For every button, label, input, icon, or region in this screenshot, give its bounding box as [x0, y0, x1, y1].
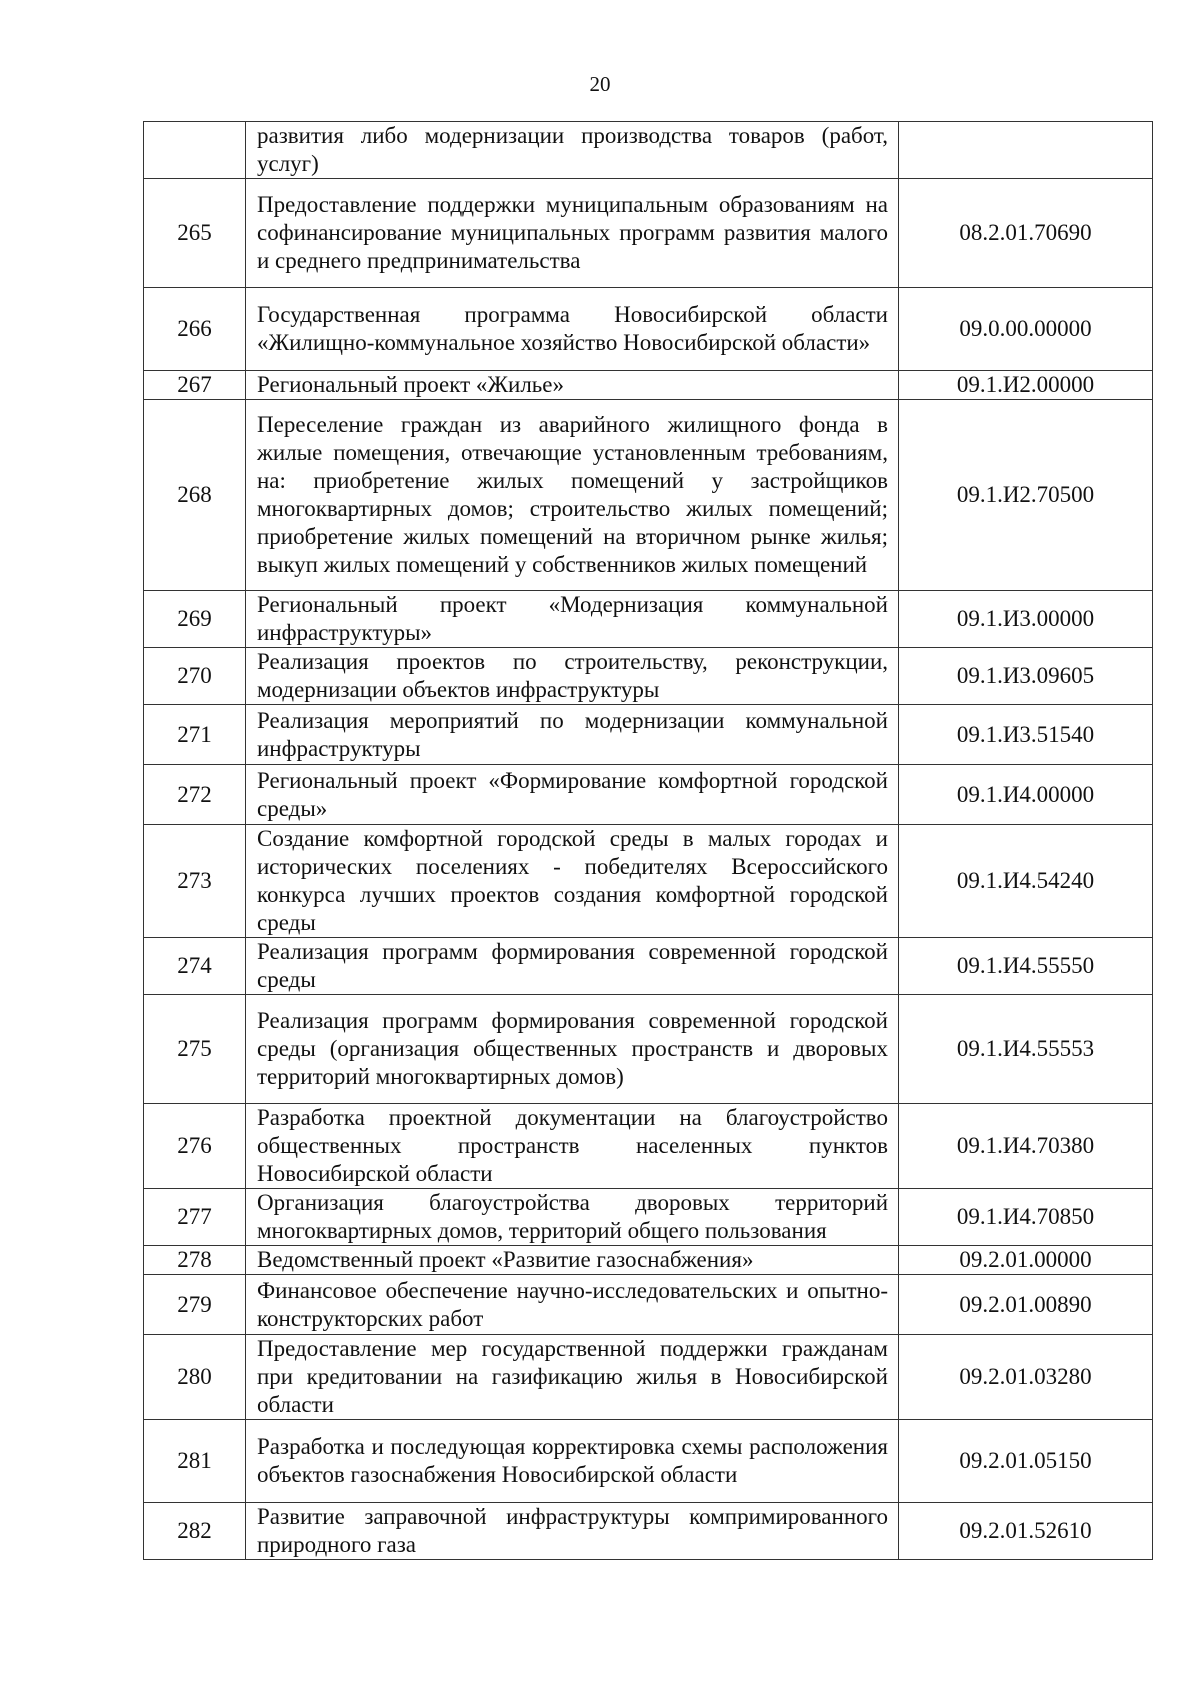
- budget-classification-table: [143, 121, 1153, 1560]
- row-name: Реализация мероприятий по модернизации коммунальной инфраструктуры: [246, 705, 899, 765]
- row-number: 267: [144, 371, 246, 400]
- row-number: 272: [144, 765, 246, 825]
- row-name: Организация благоустройства дворовых территорий многоквартирных домов, территорий общего пользования: [246, 1189, 899, 1246]
- row-number: [144, 122, 246, 179]
- row-number: 278: [144, 1246, 246, 1275]
- page-number: 20: [589, 72, 611, 96]
- table-body: [144, 122, 1153, 1560]
- row-number: 282: [144, 1503, 246, 1560]
- row-code: 09.1.И3.09605: [899, 648, 1153, 705]
- table-row: [144, 765, 1153, 825]
- row-code: 09.1.И2.00000: [899, 371, 1153, 400]
- table-row: [144, 1503, 1153, 1560]
- row-name: Разработка и последующая корректировка схемы расположения объектов газоснабжения Новосибирской области: [246, 1420, 899, 1503]
- row-number: 271: [144, 705, 246, 765]
- row-code: 09.1.И4.55550: [899, 938, 1153, 995]
- row-code: 09.1.И4.00000: [899, 765, 1153, 825]
- row-name: Предоставление поддержки муниципальным образованиям на софинансирование муниципальных программ развития малого и среднего предпринимательства: [246, 179, 899, 288]
- row-number: 274: [144, 938, 246, 995]
- row-name: Создание комфортной городской среды в малых городах и исторических поселениях - победителях Всероссийского конкурса лучших проектов создания комфортной городской среды: [246, 825, 899, 938]
- row-name: Реализация программ формирования современной городской среды: [246, 938, 899, 995]
- row-code: 09.2.01.03280: [899, 1335, 1153, 1420]
- row-number: 268: [144, 400, 246, 591]
- table-row: [144, 591, 1153, 648]
- table-row: [144, 1246, 1153, 1275]
- row-name: Ведомственный проект «Развитие газоснабжения»: [246, 1246, 899, 1275]
- row-code: 09.1.И4.54240: [899, 825, 1153, 938]
- table-row: [144, 825, 1153, 938]
- table-row: [144, 122, 1153, 179]
- row-code: 09.1.И2.70500: [899, 400, 1153, 591]
- table-row: [144, 648, 1153, 705]
- row-code: 09.2.01.00000: [899, 1246, 1153, 1275]
- row-code: 09.2.01.00890: [899, 1275, 1153, 1335]
- table-row: [144, 705, 1153, 765]
- row-number: 276: [144, 1104, 246, 1189]
- row-number: 279: [144, 1275, 246, 1335]
- row-number: 280: [144, 1335, 246, 1420]
- table-row: [144, 1189, 1153, 1246]
- row-name: Финансовое обеспечение научно-исследовательских и опытно-конструкторских работ: [246, 1275, 899, 1335]
- table-row: [144, 1275, 1153, 1335]
- row-code: [899, 122, 1153, 179]
- row-name: Региональный проект «Модернизация коммунальной инфраструктуры»: [246, 591, 899, 648]
- table-row: [144, 400, 1153, 591]
- row-code: 09.2.01.05150: [899, 1420, 1153, 1503]
- row-code: 09.2.01.52610: [899, 1503, 1153, 1560]
- row-code: 09.1.И4.70850: [899, 1189, 1153, 1246]
- row-name: Региональный проект «Формирование комфортной городской среды»: [246, 765, 899, 825]
- row-code: 09.1.И3.00000: [899, 591, 1153, 648]
- row-code: 09.1.И4.55553: [899, 995, 1153, 1104]
- table-row: [144, 288, 1153, 371]
- row-code: 09.0.00.00000: [899, 288, 1153, 371]
- table-row: [144, 995, 1153, 1104]
- table-row: [144, 179, 1153, 288]
- row-name: Реализация программ формирования современной городской среды (организация общественных пространств и дворовых территорий многоквартирных домов): [246, 995, 899, 1104]
- row-code: 09.1.И4.70380: [899, 1104, 1153, 1189]
- row-code: 09.1.И3.51540: [899, 705, 1153, 765]
- row-number: 266: [144, 288, 246, 371]
- row-number: 270: [144, 648, 246, 705]
- row-number: 265: [144, 179, 246, 288]
- row-name: Государственная программа Новосибирской области «Жилищно-коммунальное хозяйство Новосибирской области»: [246, 288, 899, 371]
- table-row: [144, 1104, 1153, 1189]
- row-name: Переселение граждан из аварийного жилищного фонда в жилые помещения, отвечающие установленным требованиям, на: приобретение жилых помещений у застройщиков многоквартирных домов; строительство жилых помещений; приобретение жилых помещений на вторичном рынке жилья; выкуп жилых помещений у собственников жилых помещений: [246, 400, 899, 591]
- table-row: [144, 1335, 1153, 1420]
- row-name: Региональный проект «Жилье»: [246, 371, 899, 400]
- table-row: [144, 1420, 1153, 1503]
- table-row: [144, 371, 1153, 400]
- row-number: 275: [144, 995, 246, 1104]
- row-name: Предоставление мер государственной поддержки гражданам при кредитовании на газификацию жилья в Новосибирской области: [246, 1335, 899, 1420]
- row-number: 281: [144, 1420, 246, 1503]
- row-name: Разработка проектной документации на благоустройство общественных пространств населенных пунктов Новосибирской области: [246, 1104, 899, 1189]
- row-code: 08.2.01.70690: [899, 179, 1153, 288]
- row-name: развития либо модернизации производства товаров (работ, услуг): [246, 122, 899, 179]
- row-name: Развитие заправочной инфраструктуры компримированного природного газа: [246, 1503, 899, 1560]
- row-name: Реализация проектов по строительству, реконструкции, модернизации объектов инфраструктуры: [246, 648, 899, 705]
- table-row: [144, 938, 1153, 995]
- row-number: 273: [144, 825, 246, 938]
- row-number: 277: [144, 1189, 246, 1246]
- row-number: 269: [144, 591, 246, 648]
